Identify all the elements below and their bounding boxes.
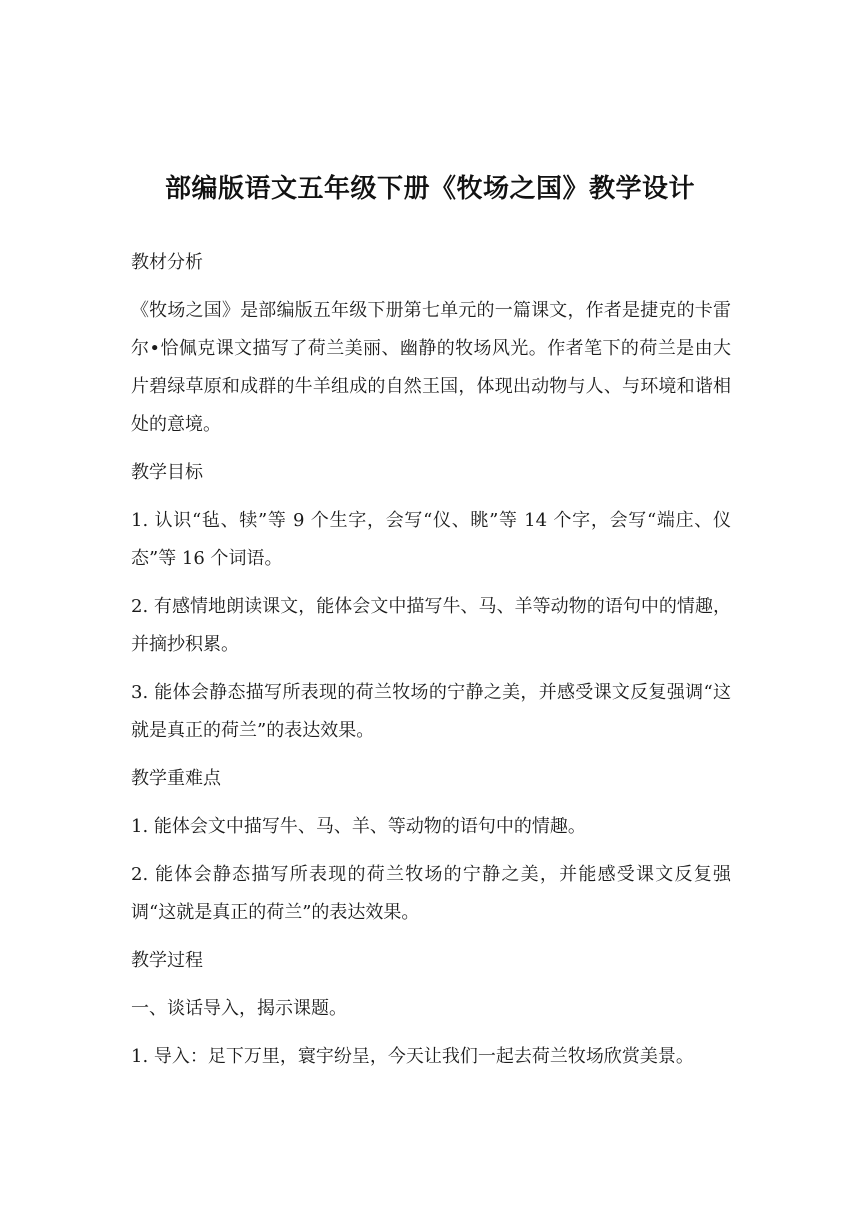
section-heading-goals: 教学目标 [131, 462, 203, 483]
goal-item-3: 3. 能体会静态描写所表现的荷兰牧场的宁静之美，并感受课文反复强调“这就是真正的荷兰”的表达效果。 [131, 682, 731, 741]
section-heading-analysis: 教材分析 [131, 252, 203, 273]
key-point-item-2: 2. 能体会静态描写所表现的荷兰牧场的宁静之美，并能感受课文反复强调“这就是真正的荷兰”的表达效果。 [131, 864, 731, 923]
key-point-item-1: 1. 能体会文中描写牛、马、羊、等动物的语句中的情趣。 [131, 816, 586, 837]
goal-item-1: 1. 认识“毡、犊”等 9 个生字，会写“仪、眺”等 14 个字，会写“端庄、仪态”等 16 个词语。 [131, 510, 731, 569]
document-body [131, 244, 731, 1086]
section-heading-key-points: 教学重难点 [131, 768, 221, 789]
goal-item-2: 2. 有感情地朗读课文，能体会文中描写牛、马、羊等动物的语句中的情趣，并摘抄积累。 [131, 596, 731, 655]
section-heading-process: 教学过程 [131, 950, 203, 971]
process-step-1: 一、谈话导入，揭示课题。 [131, 998, 347, 1019]
document-title: 部编版语文五年级下册《牧场之国》教学设计 [164, 174, 695, 205]
analysis-paragraph: 《牧场之国》是部编版五年级下册第七单元的一篇课文，作者是捷克的卡雷尔•恰佩克课文描写了荷兰美丽、幽静的牧场风光。作者笔下的荷兰是由大片碧绿草原和成群的牛羊组成的自然王国，体现出动物与人、与环境和谐相处的意境。 [131, 300, 731, 435]
process-step-1-1: 1. 导入：足下万里，寰宇纷呈，今天让我们一起去荷兰牧场欣赏美景。 [131, 1046, 694, 1067]
